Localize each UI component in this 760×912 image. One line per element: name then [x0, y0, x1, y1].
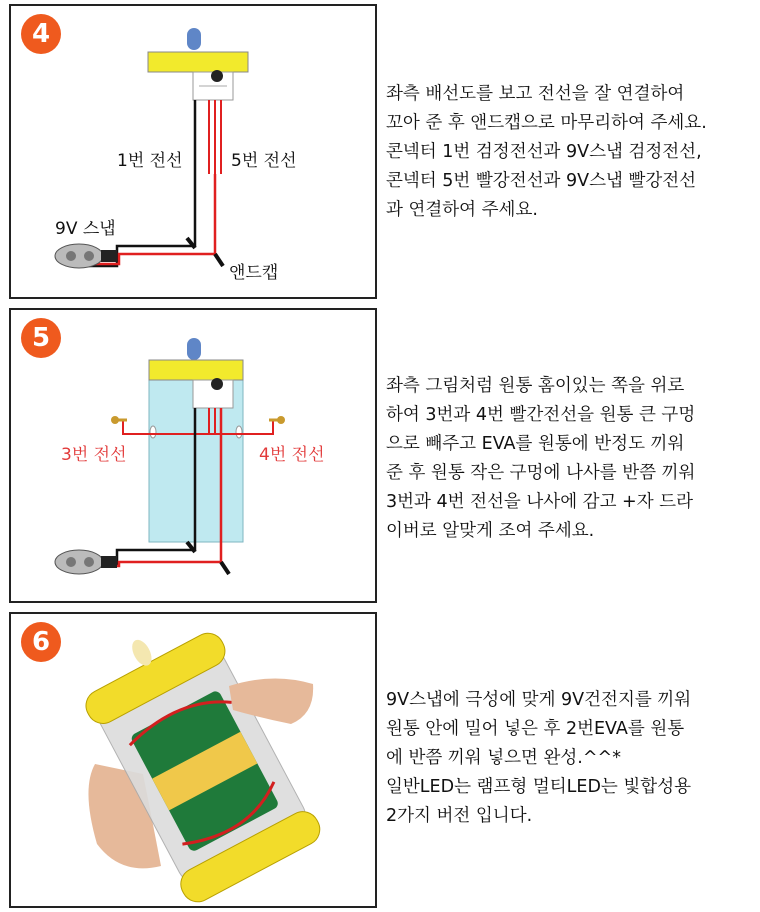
step-number-badge: 5 — [21, 318, 61, 358]
black-wire — [71, 100, 195, 266]
snap-icon — [55, 244, 103, 268]
wire-4-label: 4번 전선 — [259, 445, 325, 465]
step-6-finished-photo — [11, 614, 377, 908]
step-6-description: 9V스냅에 극성에 맞게 9V건전지를 끼워 원통 안에 밀어 넣은 후 2번EVA를 원통 에 반쯤 끼워 넣으면 완성.^^* 일반LED는 램프형 멀티LED는 빛합성용 2가지 버전 입니다. — [386, 690, 692, 826]
snap-icon — [55, 550, 103, 574]
step-5-panel — [9, 308, 377, 603]
wire-5-label: 5번 전선 — [231, 151, 297, 171]
led-icon — [187, 28, 201, 50]
step-6-panel — [9, 612, 377, 908]
step-5-description: 좌측 그림처럼 원통 홈이있는 쪽을 위로 하여 3번과 4번 빨간전선을 원통 큰 구멍 으로 빼주고 EVA를 원통에 반정도 끼워 준 후 원통 작은 구멍에 나사를 반쯤 끼워 3번과 4번 전선을 나사에 감고 +자 드라 이버로 알맞게 조여 주세요. — [386, 376, 696, 541]
endcap-label: 앤드캡 — [229, 263, 279, 283]
wire-1-label: 1번 전선 — [117, 151, 183, 171]
yellow-cap — [148, 52, 248, 72]
step-4-wiring-diagram — [11, 6, 377, 299]
snap-label: 9V 스냅 — [55, 219, 116, 239]
step-number-badge: 6 — [21, 622, 61, 662]
step-4-description: 좌측 배선도를 보고 전선을 잘 연결하여 꼬아 준 후 앤드캡으로 마무리하여 주세요. 콘넥터 1번 검정전선과 9V스냅 검정전선, 콘넥터 5번 빨강전선과 9V스냅 빨강전선 과 연결하여 주세요. — [386, 84, 707, 220]
led-icon — [187, 338, 201, 360]
wire-3-label: 3번 전선 — [61, 445, 127, 465]
yellow-cap — [149, 360, 243, 380]
step-4-panel — [9, 4, 377, 299]
step-number-badge: 4 — [21, 14, 61, 54]
